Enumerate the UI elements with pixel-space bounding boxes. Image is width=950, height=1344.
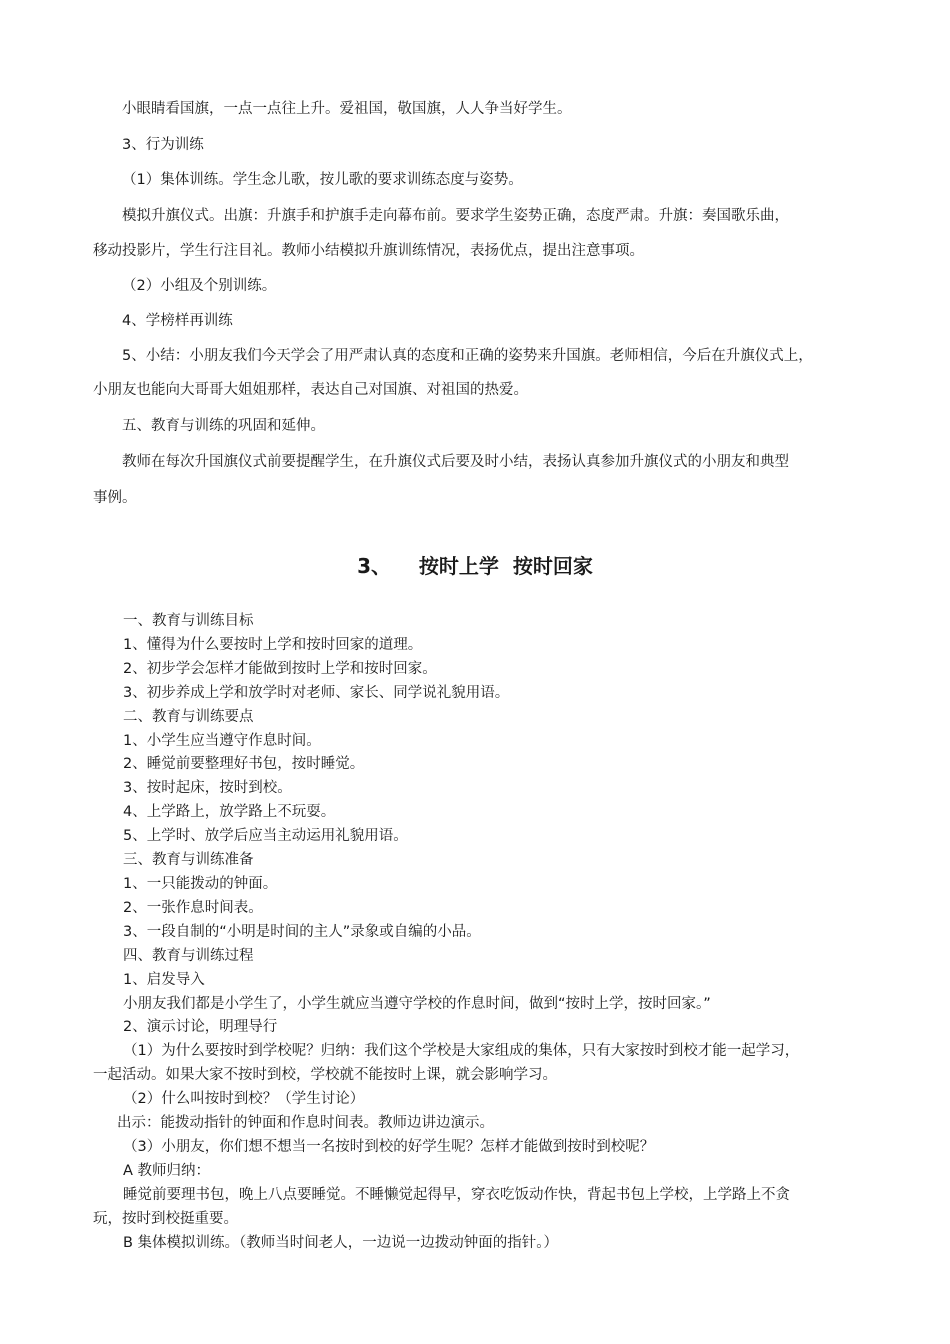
list-item: 3、初步养成上学和放学时对老师、家长、同学说礼貌用语。 (123, 684, 510, 701)
paragraph: 小朋友我们都是小学生了，小学生就应当遵守学校的作息时间，做到“按时上学，按时回家。” (123, 995, 711, 1012)
paragraph: （2）什么叫按时到校？（学生讨论） (123, 1091, 365, 1108)
list-item: 2、睡觉前要整理好书包，按时睡觉。 (123, 756, 365, 773)
paragraph: 玩，按时到校挺重要。 (93, 1210, 238, 1227)
list-item: 3、按时起床，按时到校。 (123, 780, 292, 797)
paragraph: 出示：能拨动指针的钟面和作息时间表。教师边讲边演示。 (117, 1115, 494, 1132)
paragraph: 一起活动。如果大家不按时到校，学校就不能按时上课，就会影响学习。 (93, 1067, 557, 1084)
lesson-title: 3、 按时上学 按时回家 (357, 554, 593, 578)
paragraph: 移动投影片，学生行注目礼。教师小结模拟升旗训练情况，表扬优点，提出注意事项。 (93, 243, 644, 259)
list-item: 3、一段自制的“小明是时间的主人”录象或自编的小品。 (123, 923, 481, 940)
paragraph: 教师在每次升国旗仪式前要提醒学生，在升旗仪式后要及时小结，表扬认真参加升旗仪式的小朋友和典型 (122, 454, 789, 470)
section-heading: 三、教育与训练准备 (123, 852, 254, 869)
paragraph: B 集体模拟训练。（教师当时间老人，一边说一边拨动钟面的指针。） (123, 1234, 559, 1251)
list-item: 2、一张作息时间表。 (123, 899, 263, 916)
paragraph: 4、学榜样再训练 (122, 313, 233, 329)
list-item: 4、上学路上，放学路上不玩耍。 (123, 804, 336, 821)
list-item: 1、启发导入 (123, 971, 205, 988)
paragraph: （3）小朋友，你们想不想当一名按时到校的好学生呢？怎样才能做到按时到校呢？ (123, 1138, 655, 1155)
paragraph: A 教师归纳： (123, 1162, 211, 1179)
section-heading: 二、教育与训练要点 (123, 708, 254, 725)
paragraph: （1）为什么要按时到学校呢？归纳：我们这个学校是大家组成的集体，只有大家按时到校才能一起学习， (123, 1043, 800, 1060)
paragraph: 模拟升旗仪式。出旗：升旗手和护旗手走向幕布前。要求学生姿势正确，态度严肃。升旗：奏国歌乐曲， (122, 208, 789, 224)
paragraph: 3、行为训练 (122, 137, 204, 153)
paragraph: 睡觉前要理书包，晚上八点要睡觉。不睡懒觉起得早，穿衣吃饭动作快，背起书包上学校，上学路上不贪 (123, 1186, 790, 1203)
list-item: 5、上学时、放学后应当主动运用礼貌用语。 (123, 828, 408, 845)
paragraph: 小眼睛看国旗，一点一点往上升。爱祖国，敬国旗，人人争当好学生。 (122, 101, 572, 117)
section-heading: 四、教育与训练过程 (123, 947, 254, 964)
list-item: 2、演示讨论，明理导行 (123, 1019, 278, 1036)
list-item: 1、小学生应当遵守作息时间。 (123, 732, 321, 749)
paragraph: 五、教育与训练的巩固和延伸。 (122, 418, 325, 434)
section-heading: 一、教育与训练目标 (123, 613, 254, 629)
paragraph: （1）集体训练。学生念儿歌，按儿歌的要求训练态度与姿势。 (122, 172, 523, 188)
paragraph: 小朋友也能向大哥哥大姐姐那样，表达自己对国旗、对祖国的热爱。 (93, 382, 528, 398)
lesson-3-body (93, 610, 868, 1255)
paragraph: 5、小结：小朋友我们今天学会了用严肃认真的态度和正确的姿势来升国旗。老师相信，今后在升旗仪式上， (122, 348, 813, 364)
list-item: 1、懂得为什么要按时上学和按时回家的道理。 (123, 636, 423, 653)
paragraph: （2）小组及个别训练。 (122, 278, 277, 294)
list-item: 2、初步学会怎样才能做到按时上学和按时回家。 (123, 660, 437, 677)
paragraph: 事例。 (93, 490, 137, 506)
list-item: 1、一只能拨动的钟面。 (123, 875, 278, 892)
